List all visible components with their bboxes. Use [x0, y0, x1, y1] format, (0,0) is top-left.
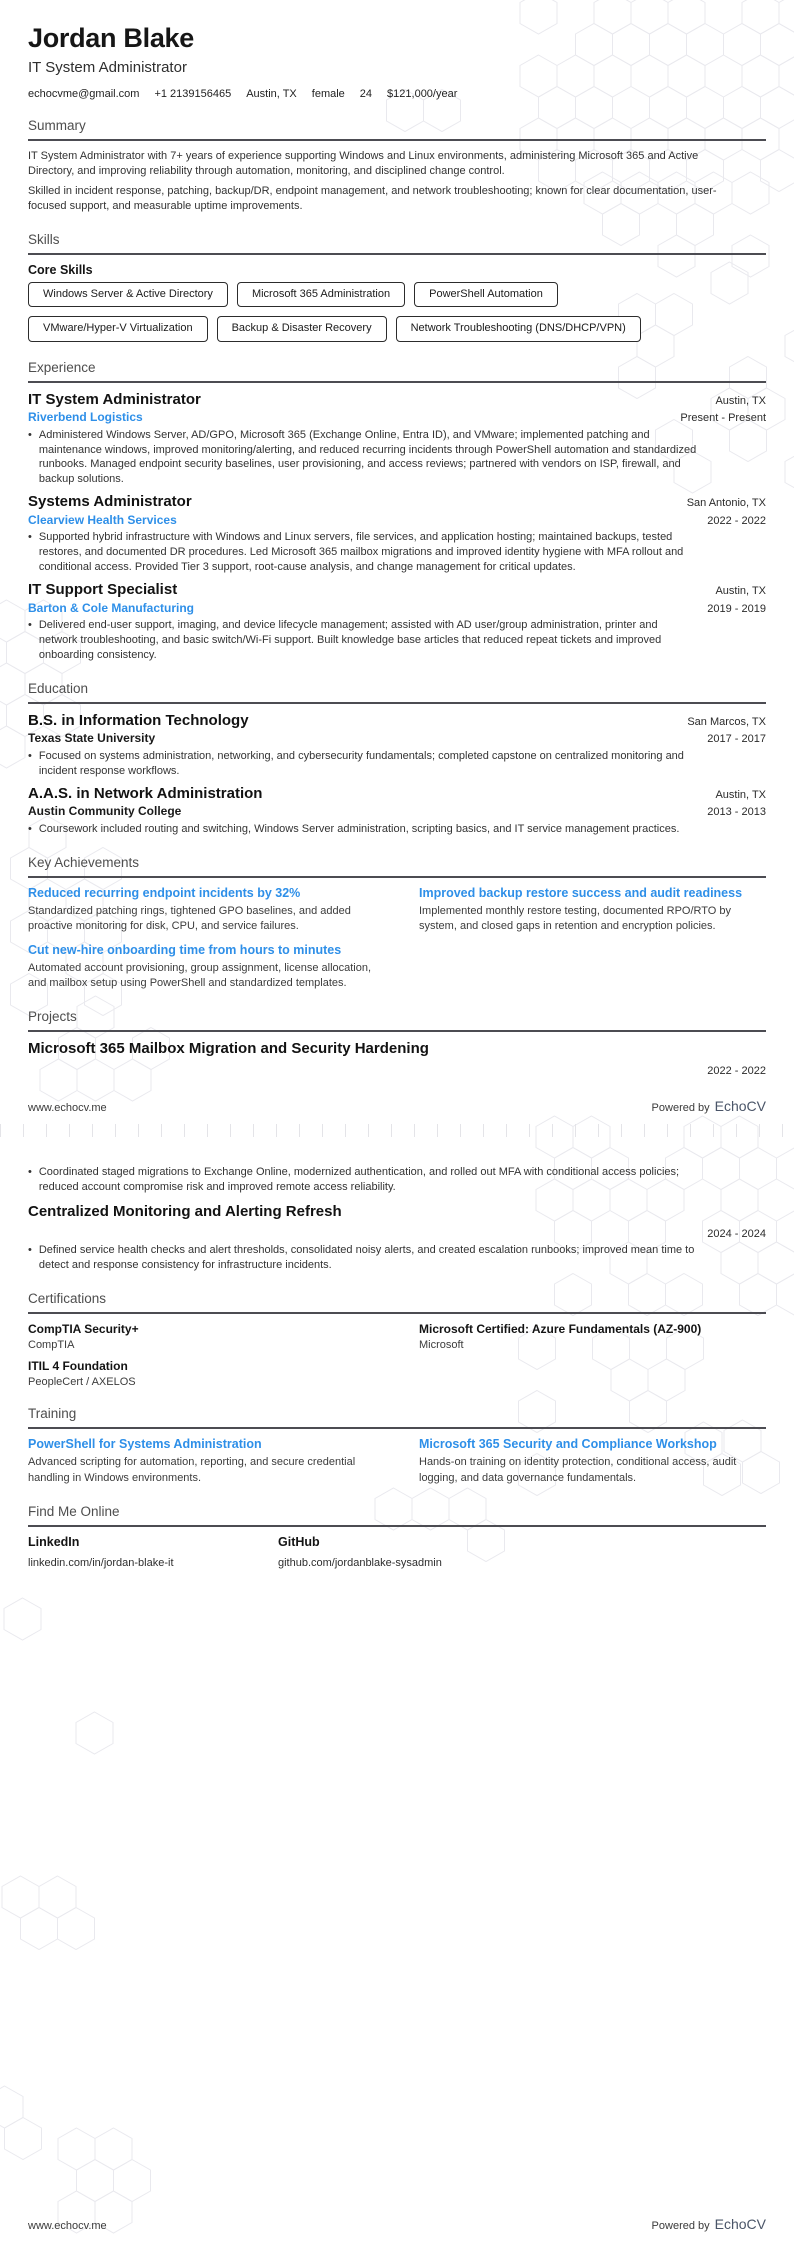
section-education	[28, 681, 766, 837]
experience-heading: Experience	[28, 359, 96, 375]
powered-by-label: Powered by	[651, 2220, 710, 2232]
job-bullet-text: Administered Windows Server, AD/GPO, Microsoft 365 (Exchange Online, Entra ID), and VMware; implemented patching and maintenance windows, improved monitoring/alerting, and reduced recurring incidents through PowerShell automation and standardized runbooks. Managed endpoint security baselines, user provisioning, and access reviews; partnered with vendors on ISP, firewall, and backup solutions.	[38, 428, 697, 486]
job-bullet-text: Supported hybrid infrastructure with Windows and Linux servers, file services, and application hosting; maintained backups, tested restores, and documented DR procedures. Led Microsoft 365 mailbox migrations and improved identity hygiene with MFA rollout and conditional access. Provided Tier 3 support, root-cause analysis, and change management for critical updates.	[38, 531, 684, 574]
bullet-marker: •	[28, 1166, 32, 1179]
certification-issuer: CompTIA	[28, 1338, 75, 1351]
achievement-description: Standardized patching rings, tightened GPO baselines, and added proactive monitoring for disk, CPU, and service failures.	[28, 904, 351, 933]
resume-header	[28, 24, 766, 100]
bullet-marker: •	[28, 1243, 32, 1256]
social-link-item-empty	[528, 1535, 766, 1569]
contact-info	[28, 88, 766, 100]
training-heading: Training	[28, 1406, 77, 1422]
experience-item	[28, 581, 766, 663]
section-divider	[28, 253, 766, 255]
section-divider	[28, 1030, 766, 1032]
achievement-title: Reduced recurring endpoint incidents by 32%	[28, 885, 301, 900]
education-item	[28, 785, 766, 837]
section-training	[28, 1406, 766, 1486]
degree-title: A.A.S. in Network Administration	[28, 785, 263, 802]
find-me-grid	[28, 1535, 766, 1569]
education-bullet	[28, 749, 766, 779]
contact-gender: female	[311, 87, 345, 100]
achievement-item	[28, 886, 375, 935]
section-experience	[28, 360, 766, 664]
certification-item	[419, 1322, 766, 1351]
degree-title: B.S. in Information Technology	[28, 712, 249, 730]
project-title: Microsoft 365 Mailbox Migration and Security Hardening	[28, 1040, 429, 1058]
school-name: Austin Community College	[28, 804, 182, 819]
certifications-heading: Certifications	[28, 1290, 107, 1306]
bullet-marker: •	[28, 428, 32, 441]
page1-footer	[28, 1098, 766, 1116]
section-divider	[28, 381, 766, 383]
achievement-description: Automated account provisioning, group assignment, license allocation, and mailbox setup using PowerShell and standardized templates.	[28, 961, 372, 990]
certification-name: Microsoft Certified: Azure Fundamentals (AZ-900)	[419, 1321, 702, 1336]
contact-email: echocvme@gmail.com	[28, 87, 140, 100]
section-find-me-online	[28, 1504, 766, 1569]
school-name: Texas State University	[28, 731, 156, 746]
training-description: Advanced scripting for automation, reporting, and secure credential handling in Windows environments.	[28, 1456, 356, 1484]
footer-powered-by	[652, 1098, 766, 1116]
company-link[interactable]: Riverbend Logistics	[28, 409, 143, 424]
job-bullet	[28, 530, 766, 575]
training-item	[419, 1437, 766, 1486]
job-bullet	[28, 428, 766, 488]
certification-item	[28, 1322, 375, 1351]
training-title: Microsoft 365 Security and Compliance Workshop	[419, 1437, 717, 1452]
project-item	[28, 1040, 766, 1195]
school-dates: 2017 - 2017	[707, 733, 766, 746]
social-link-url[interactable]: github.com/jordanblake-sysadmin	[278, 1556, 442, 1569]
section-divider	[28, 702, 766, 704]
achievement-item	[419, 886, 766, 935]
education-item	[28, 712, 766, 779]
powered-by-label: Powered by	[651, 1102, 710, 1114]
summary-paragraph: IT System Administrator with 7+ years of experience supporting Windows and Linux environments, administering Microsoft 365 and Active Directory, and improving reliability through automation, monitoring, and disciplined change control.	[28, 149, 699, 177]
projects-heading: Projects	[28, 1009, 77, 1025]
social-link-url[interactable]: linkedin.com/in/jordan-blake-it	[28, 1556, 174, 1569]
section-divider	[28, 139, 766, 141]
skills-chip-list	[28, 282, 728, 341]
company-link[interactable]: Clearview Health Services	[28, 512, 177, 527]
candidate-job-title: IT System Administrator	[28, 58, 187, 76]
achievements-grid	[28, 886, 766, 992]
education-bullet	[28, 822, 766, 837]
school-dates: 2013 - 2013	[707, 806, 766, 819]
summary-heading: Summary	[28, 117, 86, 133]
project-bullet	[28, 1243, 766, 1273]
achievement-title: Cut new-hire onboarding time from hours to minutes	[28, 942, 342, 957]
section-divider	[28, 1312, 766, 1314]
job-dates: Present - Present	[680, 411, 766, 424]
certification-issuer: Microsoft	[419, 1338, 464, 1351]
achievement-description: Implemented monthly restore testing, documented RPO/RTO by system, and closed gaps in retention and encryption policies.	[419, 904, 732, 933]
job-location: Austin, TX	[715, 585, 766, 598]
candidate-name: Jordan Blake	[28, 23, 194, 53]
job-title: IT Support Specialist	[28, 581, 178, 599]
contact-location: Austin, TX	[246, 87, 297, 100]
skill-chip: Windows Server & Active Directory	[28, 282, 228, 307]
section-skills	[28, 232, 766, 341]
skills-heading: Skills	[28, 232, 60, 248]
project-dates: 2022 - 2022	[707, 1065, 766, 1078]
section-projects	[28, 1009, 766, 1272]
job-title: Systems Administrator	[28, 493, 192, 511]
contact-age: 24	[359, 87, 373, 100]
school-location: San Marcos, TX	[687, 716, 766, 729]
skill-chip: VMware/Hyper-V Virtualization	[28, 316, 208, 341]
job-bullet-text: Delivered end-user support, imaging, and device lifecycle management; assisted with AD user/group administration, printer and network troubleshooting, and basic switch/Wi-Fi support. Built knowledge base articles that reduced repeat tickets and improved onboarding consistency.	[38, 619, 662, 662]
skill-chip: Backup & Disaster Recovery	[217, 316, 387, 341]
page2-footer	[28, 2216, 766, 2234]
training-title: PowerShell for Systems Administration	[28, 1437, 262, 1452]
job-title: IT System Administrator	[28, 390, 201, 408]
experience-item	[28, 391, 766, 488]
experience-item	[28, 493, 766, 575]
achievements-heading: Key Achievements	[28, 855, 140, 870]
echocv-brand-link[interactable]: EchoCV	[714, 1098, 766, 1114]
school-location: Austin, TX	[715, 789, 766, 801]
project-bullet-text: Defined service health checks and alert thresholds, consolidated noisy alerts, and created escalation runbooks; improved mean time to detect and response consistency for infrastructure incidents.	[38, 1243, 695, 1271]
echocv-brand-link[interactable]: EchoCV	[714, 2216, 766, 2232]
certification-name: ITIL 4 Foundation	[28, 1358, 128, 1373]
training-item	[28, 1437, 375, 1486]
company-link[interactable]: Barton & Cole Manufacturing	[28, 600, 195, 615]
page-break-gap	[28, 1077, 766, 1162]
find-me-heading: Find Me Online	[28, 1503, 120, 1519]
section-divider	[28, 1525, 766, 1527]
education-bullet-text: Focused on systems administration, networking, and cybersecurity fundamentals; completed capstone on centralized monitoring and incident response workflows.	[38, 750, 684, 778]
project-title: Centralized Monitoring and Alerting Refresh	[28, 1202, 342, 1220]
project-item	[28, 1203, 766, 1273]
social-link-item	[28, 1535, 266, 1569]
job-location: Austin, TX	[715, 394, 766, 407]
training-grid	[28, 1437, 766, 1486]
skills-group-label: Core Skills	[28, 263, 93, 278]
footer-site-link[interactable]: www.echocv.me	[28, 2220, 107, 2232]
social-link-label: GitHub	[278, 1534, 320, 1549]
project-bullet-text: Coordinated staged migrations to Exchange Online, modernized authentication, and rolled out MFA with conditional access policies; reduced account compromise risk and improved remote access reliability.	[38, 1166, 680, 1194]
skill-chip: PowerShell Automation	[414, 282, 558, 307]
page-break-divider	[0, 1124, 794, 1137]
certification-item	[28, 1359, 375, 1388]
bullet-marker: •	[28, 750, 32, 763]
education-bullet-text: Coursework included routing and switching, Windows Server administration, scripting basics, and IT service management practices.	[38, 823, 680, 836]
project-dates: 2024 - 2024	[707, 1227, 766, 1240]
certifications-grid	[28, 1322, 766, 1389]
achievement-item	[28, 943, 375, 992]
contact-phone: +1 2139156465	[154, 87, 232, 100]
achievement-title: Improved backup restore success and audit readiness	[419, 885, 743, 900]
bullet-marker: •	[28, 531, 32, 544]
section-key-achievements	[28, 855, 766, 991]
section-summary	[28, 118, 766, 215]
section-certifications	[28, 1291, 766, 1389]
social-link-label: LinkedIn	[28, 1534, 80, 1549]
job-dates: 2022 - 2022	[707, 514, 766, 527]
job-location: San Antonio, TX	[686, 497, 766, 510]
project-bullet	[28, 1165, 766, 1195]
education-heading: Education	[28, 681, 89, 697]
section-divider	[28, 876, 766, 878]
section-divider	[28, 1427, 766, 1429]
certification-name: CompTIA Security+	[28, 1321, 139, 1336]
certification-issuer: PeopleCert / AXELOS	[28, 1376, 136, 1389]
bullet-marker: •	[28, 823, 32, 836]
training-description: Hands-on training on identity protection, conditional access, audit logging, and data governance fundamentals.	[419, 1456, 737, 1484]
bullet-marker: •	[28, 619, 32, 632]
footer-site-link[interactable]: www.echocv.me	[28, 1102, 107, 1114]
contact-salary: $121,000/year	[387, 87, 458, 100]
skill-chip: Network Troubleshooting (DNS/DHCP/VPN)	[396, 316, 641, 341]
skill-chip: Microsoft 365 Administration	[237, 282, 405, 307]
job-bullet	[28, 618, 766, 663]
footer-powered-by	[652, 2216, 766, 2234]
social-link-item	[278, 1535, 516, 1569]
summary-paragraph: Skilled in incident response, patching, backup/DR, endpoint management, and network troubleshooting; known for clear documentation, user-focused support, and measurable uptime improvements.	[28, 185, 717, 213]
job-dates: 2019 - 2019	[707, 602, 766, 615]
